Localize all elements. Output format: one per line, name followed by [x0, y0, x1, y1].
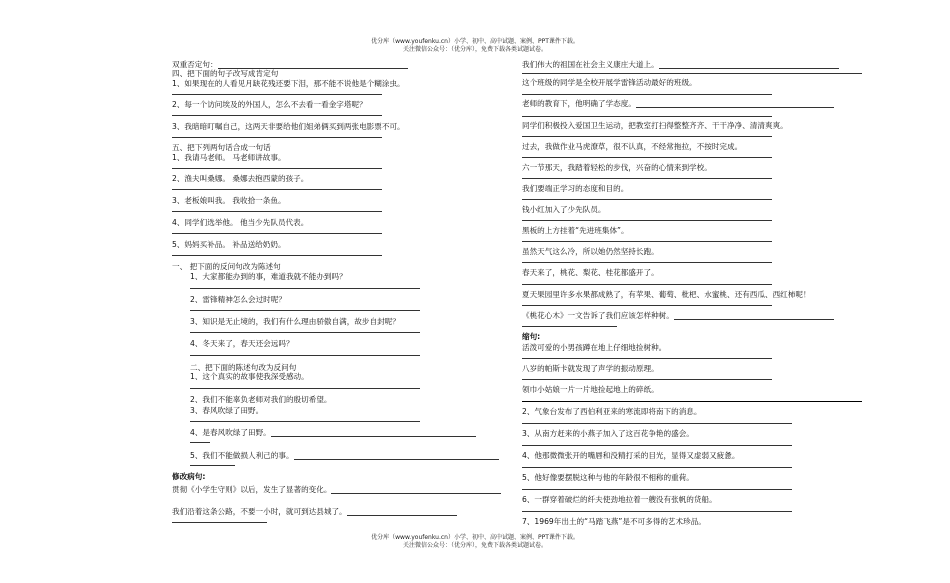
- question-text: 1、如果现在的人看见月缺花残还要下泪，那不能不说他是个糊涂虫。: [172, 79, 405, 88]
- answer-line[interactable]: [190, 421, 420, 422]
- question-text: 老师的教育下，他明确了学态度。: [522, 99, 834, 108]
- footer-line-1: 优分库（www.youfenku.cn）小学、初中、高中试题、案例、PPT课件下载。: [371, 534, 579, 541]
- header-line-2: 关注微信公众号：（优分库），免费下载各类试题试卷。: [402, 46, 547, 53]
- question-text: 5、妈妈买补品。 补品送给奶奶。: [172, 240, 286, 249]
- section-heading: 一、 把下面的反问句改为陈述句: [172, 262, 281, 271]
- answer-line[interactable]: [190, 442, 210, 443]
- section-heading: 缩句:: [522, 332, 541, 341]
- question-text: 3、老板娘叫我。 我收拾一条鱼。: [172, 196, 286, 205]
- divider: [522, 401, 862, 402]
- question-text: 这个班级的同学是全校开展学雷锋活动最好的班级。: [522, 78, 697, 87]
- question-text: 八岁的帕斯卡就发现了声学的振动原理。: [522, 364, 659, 373]
- answer-line[interactable]: [172, 522, 267, 523]
- question-text: 3、知识是无止境的，我们有什么理由骄傲自满，故步自封呢？: [190, 317, 400, 326]
- answer-line[interactable]: [522, 489, 792, 490]
- answer-line[interactable]: [172, 189, 382, 190]
- answer-line[interactable]: [522, 358, 772, 359]
- answer-line[interactable]: [190, 355, 420, 356]
- question-text: 5、他好像要摆脱这种与他的年龄很不相称的重荷。: [522, 473, 694, 482]
- answer-line[interactable]: [172, 168, 382, 169]
- answer-line[interactable]: [522, 73, 862, 74]
- answer-line[interactable]: [522, 241, 772, 242]
- section-heading: 四、把下面的句子改写成肯定句: [172, 69, 279, 78]
- footer-line-2: 关注微信公众号：（优分库），免费下载各类试题试卷。: [402, 542, 547, 549]
- answer-line[interactable]: [522, 511, 792, 512]
- header-line-1: 优分库（www.youfenku.cn）小学、初中、高中试题、案例、PPT课件下载。: [371, 38, 579, 45]
- answer-line[interactable]: [172, 94, 382, 95]
- answer-line[interactable]: [522, 199, 772, 200]
- answer-line[interactable]: [522, 379, 772, 380]
- question-text: 我们沿着这条公路，不要一小时，就可到达县城了。: [172, 507, 457, 516]
- question-text: 3、我暗暗叮嘱自己，这两天非要给他们姐弟俩买到两张电影票不可。: [172, 122, 405, 131]
- answer-line[interactable]: [522, 136, 772, 137]
- question-text: 黑板的上方挂着“先进班集体”。: [522, 226, 629, 235]
- question-text: 同学们积极投入爱国卫生运动，把教室打扫得整整齐齐、干干净净、清清爽爽。: [522, 121, 788, 130]
- answer-line[interactable]: [172, 137, 382, 138]
- question-text: 我们伟大的祖国在社会主义康庄大道上。: [522, 60, 839, 69]
- answer-line[interactable]: [190, 465, 235, 466]
- question-text: 六一节那天，我踏着轻松的步伐，兴奋的心情来到学校。: [522, 163, 712, 172]
- answer-line[interactable]: [522, 220, 772, 221]
- question-text: 贯彻《小学生守则》以后，发生了显著的变化。: [172, 485, 501, 494]
- question-text: 6、一群穿着破烂的纤夫使劲地拉着一艘没有张帆的货船。: [522, 495, 717, 504]
- answer-line[interactable]: [172, 255, 382, 256]
- double-negative-label: 双重否定句：: [172, 60, 408, 69]
- question-text: 4、同学们选举他。 他当少先队员代表。: [172, 218, 309, 227]
- answer-line[interactable]: [522, 423, 792, 424]
- answer-line[interactable]: [190, 388, 420, 389]
- section-heading: 二、把下面的陈述句改为反问句: [190, 363, 297, 372]
- question-text: 夏天果园里许多水果都成熟了，有苹果、葡萄、枇杷、水蜜桃、还有西瓜、西红柿呢！: [522, 290, 811, 299]
- question-text: 4、冬天来了，春天还会远吗？: [190, 339, 294, 348]
- answer-line[interactable]: [522, 94, 772, 95]
- section-heading: 五、把下列两句话合成一句话: [172, 143, 271, 152]
- answer-line[interactable]: [172, 211, 382, 212]
- answer-line[interactable]: [172, 233, 382, 234]
- question-text: 《桃花心木》一文告诉了我们应该怎样种树。: [522, 311, 834, 320]
- answer-line[interactable]: [522, 305, 772, 306]
- answer-line[interactable]: [522, 326, 617, 327]
- answer-line[interactable]: [190, 310, 420, 311]
- answer-line[interactable]: [522, 284, 772, 285]
- question-text: 3、从南方赶来的小燕子加入了这百花争艳的盛会。: [522, 429, 694, 438]
- left-column: [172, 0, 517, 583]
- answer-line[interactable]: [190, 288, 420, 289]
- question-text: 2、我们不能辜负老师对我们的殷切希望。: [190, 395, 332, 404]
- page-footer: [0, 534, 950, 550]
- answer-line[interactable]: [190, 332, 420, 333]
- question-text: 2、气象台发布了西伯利亚来的寒流即将南下的消息。: [522, 407, 702, 416]
- section-heading: 修改病句:: [172, 472, 206, 481]
- question-text: 2、雷锋精神怎么会过时呢？: [190, 295, 286, 304]
- question-text: 7、1969年出土的“马踏飞燕”是不可多得的艺术珍品。: [522, 517, 706, 526]
- question-text: 1、这个真实的故事使我深受感动。: [190, 372, 309, 381]
- question-text: 2、渔夫叫桑娜。 桑娜去抱西蒙的孩子。: [172, 174, 309, 183]
- question-text: 钱小红加入了少先队员。: [522, 205, 606, 214]
- question-text: 1、我请马老师。 马老师讲故事。: [172, 153, 286, 162]
- question-text: 活泼可爱的小男孩蹲在地上仔细地捡树种。: [522, 343, 667, 352]
- question-text: 3、春风吹绿了田野。: [190, 406, 264, 415]
- question-text: 2、每一个访问埃及的外国人，怎么不去看一看金字塔呢？: [172, 100, 367, 109]
- question-text: 4、是春风吹绿了田野。: [190, 428, 476, 437]
- question-text: 春天来了，桃花、梨花、桂花都盛开了。: [522, 268, 659, 277]
- answer-line[interactable]: [522, 467, 792, 468]
- question-text: 我们要端正学习的态度和目的。: [522, 184, 629, 193]
- right-column: [522, 0, 872, 583]
- answer-line[interactable]: [522, 116, 772, 117]
- question-text: 领巾小姑娘一片一片地捡起地上的碎纸。: [522, 385, 659, 394]
- question-text: 4、他那微微张开的嘴唇和没精打采的目光，显得又虚弱又疲惫。: [522, 451, 740, 460]
- answer-line[interactable]: [172, 115, 382, 116]
- question-text: 5、我们不能做损人利己的事。: [190, 451, 499, 460]
- question-text: 虽然天气这么冷，所以她仍然坚持长跑。: [522, 247, 659, 256]
- question-text: 过去，我做作业马虎潦草，很不认真，不经常拖拉，不按时完成。: [522, 142, 743, 151]
- answer-line[interactable]: [522, 445, 792, 446]
- answer-line[interactable]: [522, 262, 772, 263]
- answer-line[interactable]: [522, 157, 772, 158]
- answer-line[interactable]: [522, 178, 772, 179]
- question-text: 1、大家都能办到的事，难道我就不能办到吗？: [190, 272, 347, 281]
